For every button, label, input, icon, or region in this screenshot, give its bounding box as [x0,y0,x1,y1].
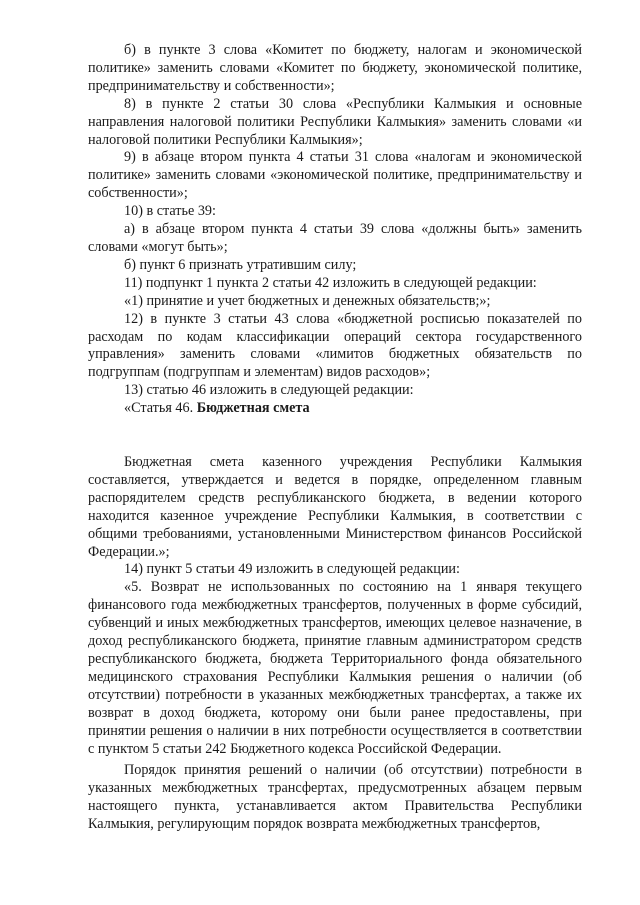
paragraph: 13) статью 46 изложить в следующей редакции: [124,382,414,399]
article-heading-prefix: «Статья 46. [124,400,197,417]
paragraph: 8) в пункте 2 статьи 30 слова «Республики Калмыкия и основные направления налоговой политики Республики Калмыкия» заменить словами «и налоговой политики Республики Калмыкия»; [88,95,582,148]
document-body [88,42,582,834]
paragraph: «1) принятие и учет бюджетных и денежных обязательств;»; [124,292,491,309]
paragraph: 10) в статье 39: [124,203,216,220]
paragraph: 11) подпункт 1 пункта 2 статьи 42 изложить в следующей редакции: [124,274,537,291]
paragraph: «5. Возврат не использованных по состоянию на 1 января текущего финансового года межбюджетных трансфертов, полученных в форме субсидий, субвенций и иных межбюджетных трансфертов, имеющих целевое назначение, в доход республиканского бюджета, принятие главным администратором средств республиканского бюджета, бюджета Территориального фонда обязательного медицинского страхования Республики Калмыкия решения о наличии (об отсутствии) потребности в указанных межбюджетных трансфертах, а также их возврат в доход бюджета, которому они были ранее предоставлены, при принятии решения о наличии в них потребности осуществляется в соответствии с пунктом 5 статьи 242 Бюджетного кодекса Российской Федерации. [88,579,582,757]
paragraph: а) в абзаце втором пункта 4 статьи 39 слова «должны быть» заменить словами «могут быть»; [88,221,582,255]
article-heading [88,400,582,418]
paragraph: 12) в пункте 3 статьи 43 слова «бюджетной росписью показателей по расходам по кодам классификации операций сектора государственного управления» заменить словами «лимитов бюджетных обязательств по подгруппам (подгруппам и элементам) видов расходов»; [88,310,582,381]
article-heading-title: Бюджетная смета [196,400,310,417]
paragraph: Порядок принятия решений о наличии (об отсутствии) потребности в указанных межбюджетных трансфертах, предусмотренных абзацем первым настоящего пункта, устанавливается актом Правительства Республики Калмыкия, регулирующим порядок возврата межбюджетных трансфертов, [88,762,582,833]
paragraph: б) в пункте 3 слова «Комитет по бюджету, налогам и экономической политике» заменить словами «Комитет по бюджету, экономической политике, предпринимательству и собственности»; [88,42,582,94]
blank-space [88,418,582,454]
paragraph: Бюджетная смета казенного учреждения Республики Калмыкия составляется, утверждается и ведется в порядке, определенном главным распорядителем средств республиканского бюджета, в ведении которого находится казенное учреждение Республики Калмыкия, в соответствии с общими требованиями, установленными Министерством финансов Российской Федерации.»; [88,454,582,560]
paragraph: 9) в абзаце втором пункта 4 статьи 31 слова «налогам и экономической политике» заменить словами «экономической политике, предпринимательству и собственности»; [88,149,582,202]
paragraph: б) пункт 6 признать утратившим силу; [124,256,357,273]
paragraph: 14) пункт 5 статьи 49 изложить в следующей редакции: [124,561,460,578]
